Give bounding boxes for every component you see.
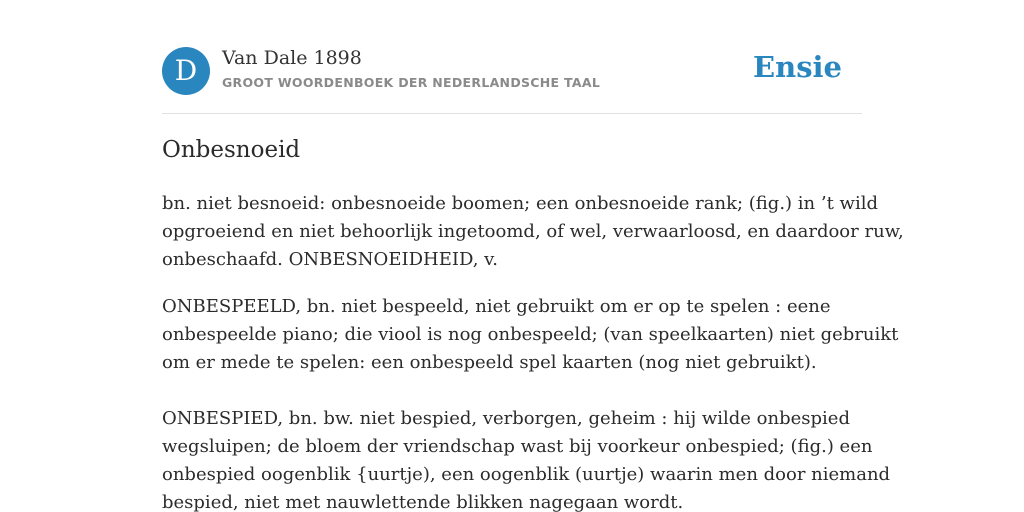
definition-line: opgroeiend en niet behoorlijk ingetoomd, of wel, verwaarloosd, en daardoor ruw, [162,221,904,242]
definition-line: om er mede te spelen: een onbespeeld spel kaarten (nog niet gebruikt). [162,352,817,373]
headword: Onbesnoeid [162,137,301,163]
dictionary-subtitle: GROOT WOORDENBOEK DER NEDERLANDSCHE TAAL [222,75,601,90]
site-header [162,46,862,96]
definition-line: wegsluipen; de bloem der vriendschap wast bij voorkeur onbespied; (fig.) een [162,436,873,457]
definition-paragraph [162,190,904,274]
definition-line: bespied, niet met nauwlettende blikken nagegaan wordt. [162,492,684,512]
dictionary-title[interactable]: Van Dale 1898 [222,47,362,69]
header-divider [162,113,862,114]
definition-line: onbeschaafd. ONBESNOEIDHEID, v. [162,249,498,270]
definition-paragraph [162,405,891,512]
definition-line: onbespied oogenblik {uurtje), een oogenblik (uurtje) waarin men door niemand [162,464,891,485]
dictionary-logo[interactable]: D [162,47,210,95]
ensie-logo[interactable]: Ensie [753,50,842,84]
definition-line: onbespeelde piano; die viool is nog onbespeeld; (van speelkaarten) niet gebruikt [162,324,899,345]
definition-line: ONBESPIED, bn. bw. niet bespied, verborgen, geheim : hij wilde onbespied [162,408,850,429]
definition-line: ONBESPEELD, bn. niet bespeeld, niet gebruikt om er op te spelen : eene [162,296,831,317]
definition-paragraph [162,293,899,377]
definition-line: bn. niet besnoeid: onbesnoeide boomen; een onbesnoeide rank; (fig.) in ’t wild [162,193,878,214]
